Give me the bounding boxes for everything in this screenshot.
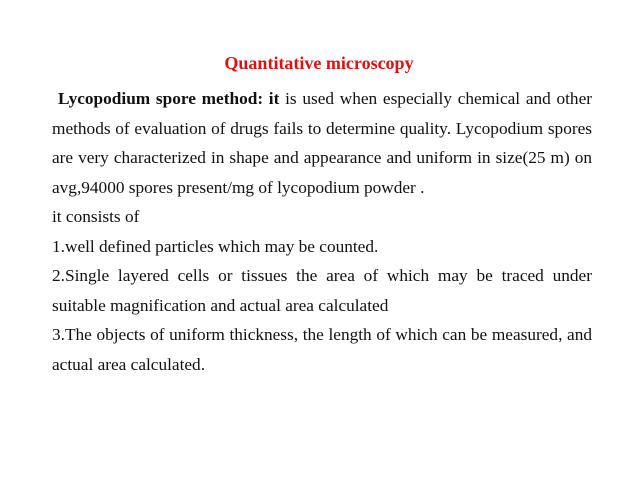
list-item-3: 3.The objects of uniform thickness, the length of which can be measured, and actual area calculated. <box>52 325 592 374</box>
intro-paragraph <box>52 84 592 202</box>
list-item-1: 1.well defined particles which may be counted. <box>52 236 379 256</box>
consists-label: it consists of <box>52 207 140 226</box>
slide-body <box>52 84 592 379</box>
list-item-2: 2.Single layered cells or tissues the area of which may be traced under suitable magnification and actual area calculated <box>52 266 592 315</box>
slide-title: Quantitative microscopy <box>224 53 414 73</box>
intro-lead: Lycopodium spore method: it <box>58 89 280 108</box>
intro-text: is used when especially chemical and other methods of evaluation of drugs fails to determine quality. Lycopodium spores are very characterized in shape and appearance and uniform in size(25 m) on avg,94000 spores present/mg of lycopodium powder . <box>52 89 593 197</box>
